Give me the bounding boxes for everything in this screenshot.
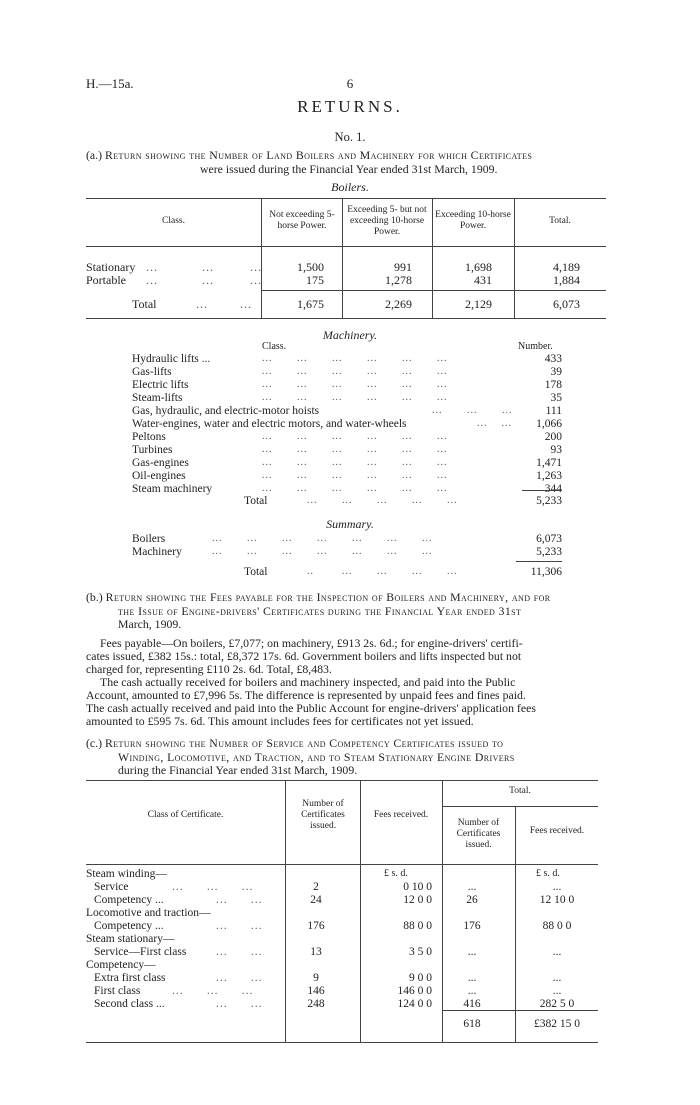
list-item: Hydraulic lifts ... ... ... ... ... ... ... 433 — [132, 353, 562, 365]
list-item: Steam machinery ... ... ... ... ... ... 344 — [132, 483, 562, 495]
list-item: Water-engines, water and electric motors, and water-wheels ... ... 1,066 — [132, 418, 562, 430]
cert-total-num: 26 — [466, 894, 478, 906]
leader-dots: ... ... ... — [146, 260, 262, 274]
cert-num: 176 — [307, 920, 325, 932]
boilers-total-label: Total — [132, 297, 157, 311]
cert-fees: 146 0 0 — [397, 985, 432, 997]
money-unit-header: £ s. d. — [384, 868, 408, 879]
return-c-heading: (c.) Return showing the Number of Service and Competency Certificates issued to — [86, 736, 504, 750]
table-row: Competency ... — [94, 894, 164, 906]
cert-total-fees: 88 0 0 — [542, 920, 572, 932]
cash-paragraph-line: The cash actually received for boilers and machinery inspected, and paid into the Public — [100, 675, 516, 689]
cert-total-num: 416 — [463, 998, 481, 1010]
cash-paragraph-line: amounted to £595 7s. 6d. This amount includes fees for certificates not yet issued. — [86, 714, 474, 728]
boilers-header-col1: Not exceeding 5-horse Power. — [269, 210, 335, 231]
return-b-heading: (b.) Return showing the Fees payable for the Inspection of Boilers and Machinery, and for — [86, 590, 551, 604]
machinery-number-header: Number. — [518, 341, 553, 352]
boilers-header-total: Total. — [549, 216, 571, 226]
cert-total-fees: ... — [552, 972, 562, 984]
boilers-row-label: Stationary — [86, 260, 136, 274]
machinery-class-header: Class. — [262, 341, 287, 352]
table-row: Extra first class — [94, 972, 166, 984]
cert-num: 146 — [307, 985, 325, 997]
cert-grand-total-num: 618 — [463, 1018, 481, 1030]
section-number: No. 1. — [334, 130, 366, 144]
cert-fees: 124 0 0 — [397, 998, 432, 1010]
cert-fees: 12 0 0 — [403, 894, 432, 906]
cert-num: 24 — [310, 894, 322, 906]
cert-header-fees: Fees received. — [373, 810, 429, 820]
cert-header-total-num: Number of Certificates issued. — [456, 818, 501, 850]
machinery-caption: Machinery. — [322, 328, 378, 342]
return-c-line3: during the Financial Year ended 31st March, 1909. — [118, 763, 358, 777]
list-item: Boilers ... ... ... ... ... ... ... 6,073 — [132, 533, 562, 545]
table-row: Service—First class — [94, 946, 187, 958]
list-item: Oil-engines ... ... ... ... ... ... 1,263 — [132, 470, 562, 482]
fees-paragraph-line: charged for, representing £110 2s. 6d. Total, £8,483. — [86, 662, 332, 676]
boilers-cell: 1,278 — [385, 273, 412, 287]
page-reference: H.—15a. — [86, 76, 134, 91]
boilers-total-cell: 6,073 — [553, 297, 580, 311]
boilers-row-label: Portable — [86, 273, 126, 287]
cert-total-fees: ... — [552, 946, 562, 958]
table-row: First class — [94, 985, 141, 997]
summary-caption: Summary. — [326, 517, 374, 531]
cert-total-num: ... — [467, 946, 477, 958]
list-item: Turbines ... ... ... ... ... ... 93 — [132, 444, 562, 456]
cert-total-num: ... — [467, 985, 477, 997]
boilers-total-cell: 2,129 — [465, 297, 492, 311]
boilers-cell: 1,698 — [465, 260, 492, 274]
boilers-cell: 1,884 — [553, 273, 580, 287]
cert-total-fees: 282 5 0 — [539, 998, 575, 1010]
boilers-header-col2: Exceeding 5- but not exceeding 10-horse Power. — [347, 205, 427, 237]
cert-header-total-fees: Fees received. — [529, 826, 585, 836]
table-row: Service — [94, 881, 129, 893]
list-item: Electric lifts ... ... ... ... ... ... 178 — [132, 379, 562, 391]
return-a-line2: were issued during the Financial Year ended 31st March, 1909. — [200, 162, 498, 176]
cash-paragraph-line: The cash actually received and paid into the Public Account for engine-drivers' application fees — [86, 701, 536, 715]
cert-num: 9 — [313, 972, 319, 984]
leader-dots: ... ... — [196, 297, 252, 311]
cert-total-fees: ... — [552, 985, 562, 997]
boilers-header-col3: Exceeding 10-horse Power. — [435, 210, 511, 231]
list-item: Gas-engines ... ... ... ... ... ... 1,471 — [132, 457, 562, 469]
boilers-total-cell: 2,269 — [385, 297, 412, 311]
list-item: Steam-lifts ... ... ... ... ... ... 35 — [132, 392, 562, 404]
cert-fees: 3 5 0 — [409, 946, 432, 958]
boilers-cell: 991 — [394, 260, 412, 274]
cert-num: 248 — [307, 998, 325, 1010]
list-item: Peltons ... ... ... ... ... ... 200 — [132, 431, 562, 443]
return-b-line2: the Issue of Engine-drivers' Certificates during the Financial Year ended 31st — [118, 604, 522, 618]
boilers-cell: 175 — [306, 273, 324, 287]
cert-header-num: Number of Certificates issued. — [301, 799, 345, 831]
list-item: Machinery ... ... ... ... ... ... ... 5,233 — [132, 546, 562, 558]
cash-paragraph-line: Account, amounted to £7,996 5s. The difference is represented by unpaid fees and fines paid. — [86, 688, 526, 702]
cert-total-num: ... — [467, 881, 477, 893]
boilers-cell: 1,500 — [297, 260, 324, 274]
return-a-heading — [86, 149, 626, 163]
boilers-header-class: Class. — [162, 216, 185, 226]
table-row: Second class ... — [94, 998, 165, 1010]
cert-num: 2 — [313, 881, 319, 893]
boilers-cell: 431 — [474, 273, 492, 287]
return-c-line2: Winding, Locomotive, and Traction, and to Steam Stationary Engine Drivers — [118, 750, 515, 764]
table-row: Steam stationary— — [86, 933, 175, 945]
table-row: Steam winding— — [86, 868, 167, 880]
cert-grand-total-fees: £382 15 0 — [534, 1018, 580, 1030]
list-item: Gas-lifts ... ... ... ... ... ... 39 — [132, 366, 562, 378]
list-item: Gas, hydraulic, and electric-motor hoists ... ... ... 111 — [132, 405, 562, 417]
cert-total-fees: 12 10 0 — [539, 894, 575, 906]
cert-header-class: Class of Certificate. — [147, 810, 224, 820]
cert-total-num: 176 — [463, 920, 481, 932]
summary-total-row: Total .. ... ... ... ... 11,306 — [244, 566, 562, 578]
boilers-caption: Boilers. — [331, 180, 369, 194]
page-title: RETURNS. — [297, 97, 403, 116]
return-a-label: (a.) — [86, 148, 103, 162]
boilers-total-cell: 1,675 — [297, 297, 324, 311]
return-a-line1: Return showing the Number of Land Boilers and Machinery for which Certificates — [105, 148, 533, 162]
fees-paragraph-line: Fees payable—On boilers, £7,077; on machinery, £913 2s. 6d.; for engine-drivers' certifi- — [100, 636, 523, 650]
page-number: 6 — [346, 76, 354, 91]
cert-num: 13 — [310, 946, 322, 958]
cert-total-fees: ... — [552, 881, 562, 893]
machinery-total-row: Total ... ... ... ... ... 5,233 — [244, 495, 562, 507]
cert-fees: 9 0 0 — [409, 972, 432, 984]
return-b-line3: March, 1909. — [118, 617, 182, 631]
money-unit-header: £ s. d. — [536, 868, 560, 879]
table-row: Competency— — [86, 959, 156, 971]
cert-fees: 88 0 0 — [403, 920, 432, 932]
table-row: Competency ... — [94, 920, 164, 932]
cert-fees: 0 10 0 — [403, 881, 432, 893]
boilers-cell: 4,189 — [553, 260, 580, 274]
cert-header-total: Total. — [509, 786, 531, 796]
leader-dots: ... ... ... — [146, 273, 262, 287]
cert-total-num: ... — [467, 972, 477, 984]
fees-paragraph-line: cates issued, £382 15s.: total, £8,372 17s. 6d. Government boilers and lifts inspected but not — [86, 649, 522, 663]
table-row: Locomotive and traction— — [86, 907, 211, 919]
